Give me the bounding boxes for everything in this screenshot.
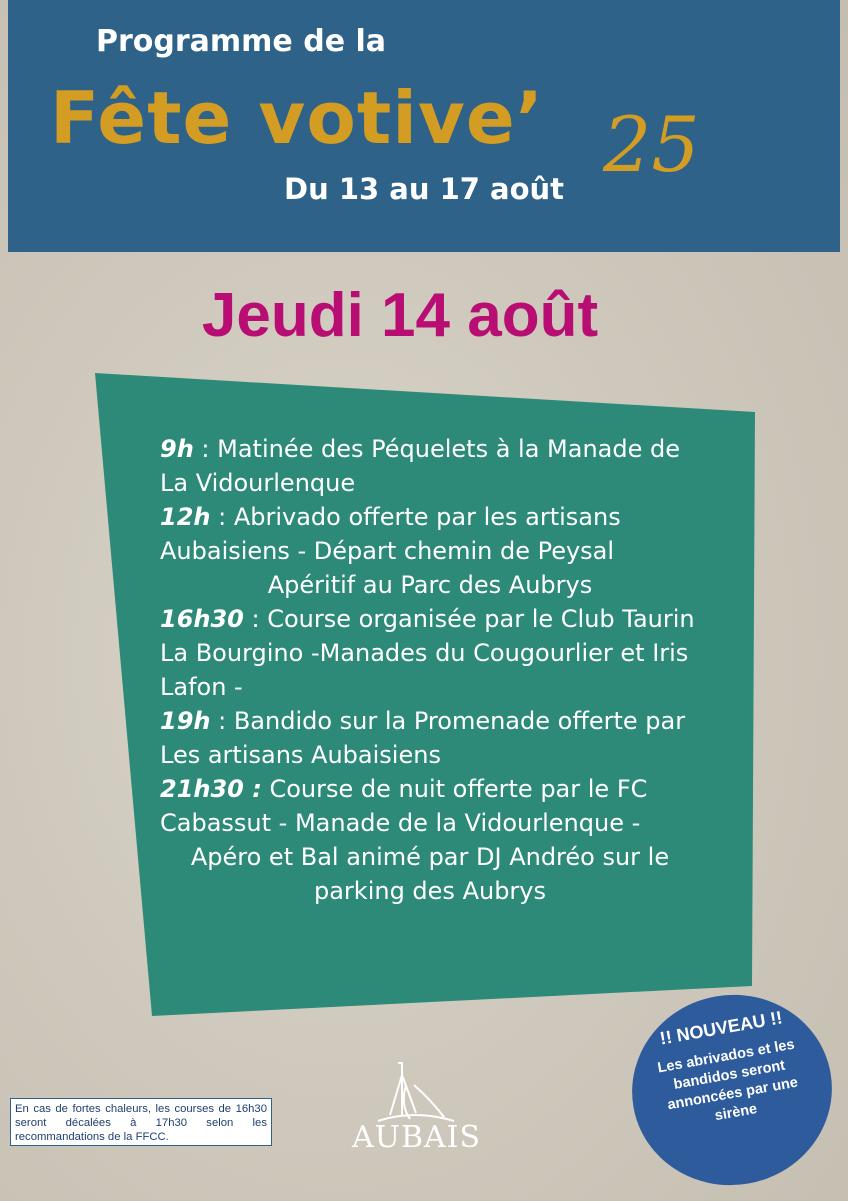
program-item: 21h30 : Course de nuit offerte par le FC Cabassut - Manade de la Vidourlenque - xyxy=(160,775,648,837)
day-title: Jeudi 14 août xyxy=(201,281,599,350)
heat-notice: En cas de fortes chaleurs, les courses de 16h30 seront décalées à 17h30 selon les recommandations de la FFCC. xyxy=(10,1098,272,1146)
header-dates: Du 13 au 17 août xyxy=(284,172,565,206)
program-item: Apéritif au Parc des Aubrys xyxy=(267,571,593,599)
logo-text: AUBAIS xyxy=(352,1120,482,1155)
program-item: 16h30 : Course organisée par le Club Taurin La Bourgino -Manades du Cougourlier et Iris Lafon - xyxy=(160,605,695,701)
program-item: 12h : Abrivado offerte par les artisans Aubaisiens - Départ chemin de Peysal xyxy=(160,503,621,565)
badge-text: Les abrivados et les bandidos seront annoncées par une sirène xyxy=(656,1036,800,1125)
program-item: 19h : Bandido sur la Promenade offerte par Les artisans Aubaisiens xyxy=(160,707,686,769)
header-title: Fête votive’ xyxy=(50,76,545,160)
header-subtitle: Programme de la xyxy=(96,24,387,59)
badge-title: !! NOUVEAU !! xyxy=(658,1007,784,1049)
program-item: 9h : Matinée des Péquelets à la Manade de La Vidourlenque xyxy=(160,435,681,497)
program-list xyxy=(160,432,700,908)
header-year: 25 xyxy=(603,100,700,189)
program-item: Apéro et Bal animé par DJ Andréo sur le parking des Aubrys xyxy=(190,843,670,905)
